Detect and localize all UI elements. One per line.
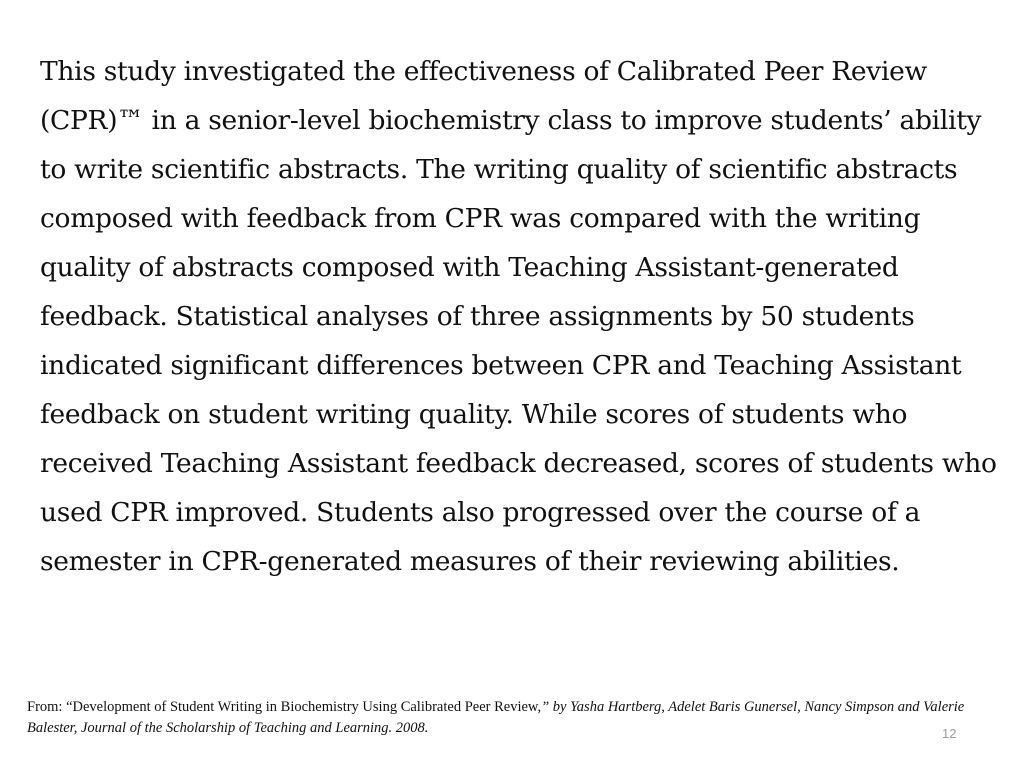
- abstract-text: This study investigated the effectiveness of Calibrated Peer Review (CPR)™ in a senior-level biochemistry class to improve students’ ability to write scientific abstracts. The writing quality of scientific abstracts composed with feedback from CPR was compared with the writing quality of abstracts composed with Teaching Assistant-generated feedback. Statistical analyses of three assignments by 50 students indicated significant differences between CPR and Teaching Assistant feedback on student writing quality. While scores of students who received Teaching Assistant feedback decreased, scores of students who used CPR improved. Students also progressed over the course of a semester in CPR-generated measures of their reviewing abilities.: [40, 56, 997, 577]
- citation: [27, 697, 987, 739]
- page-number: 12: [942, 726, 957, 741]
- citation-title: From: “Development of Student Writing in Biochemistry Using Calibrated Peer Review,: [27, 699, 542, 715]
- citation-authors-journal: ” by Yasha Hartberg, Adelet Baris Gunersel, Nancy Simpson and Valerie Balester, Journal of the Scholarship of Teaching and Learning. 2008.: [27, 699, 965, 736]
